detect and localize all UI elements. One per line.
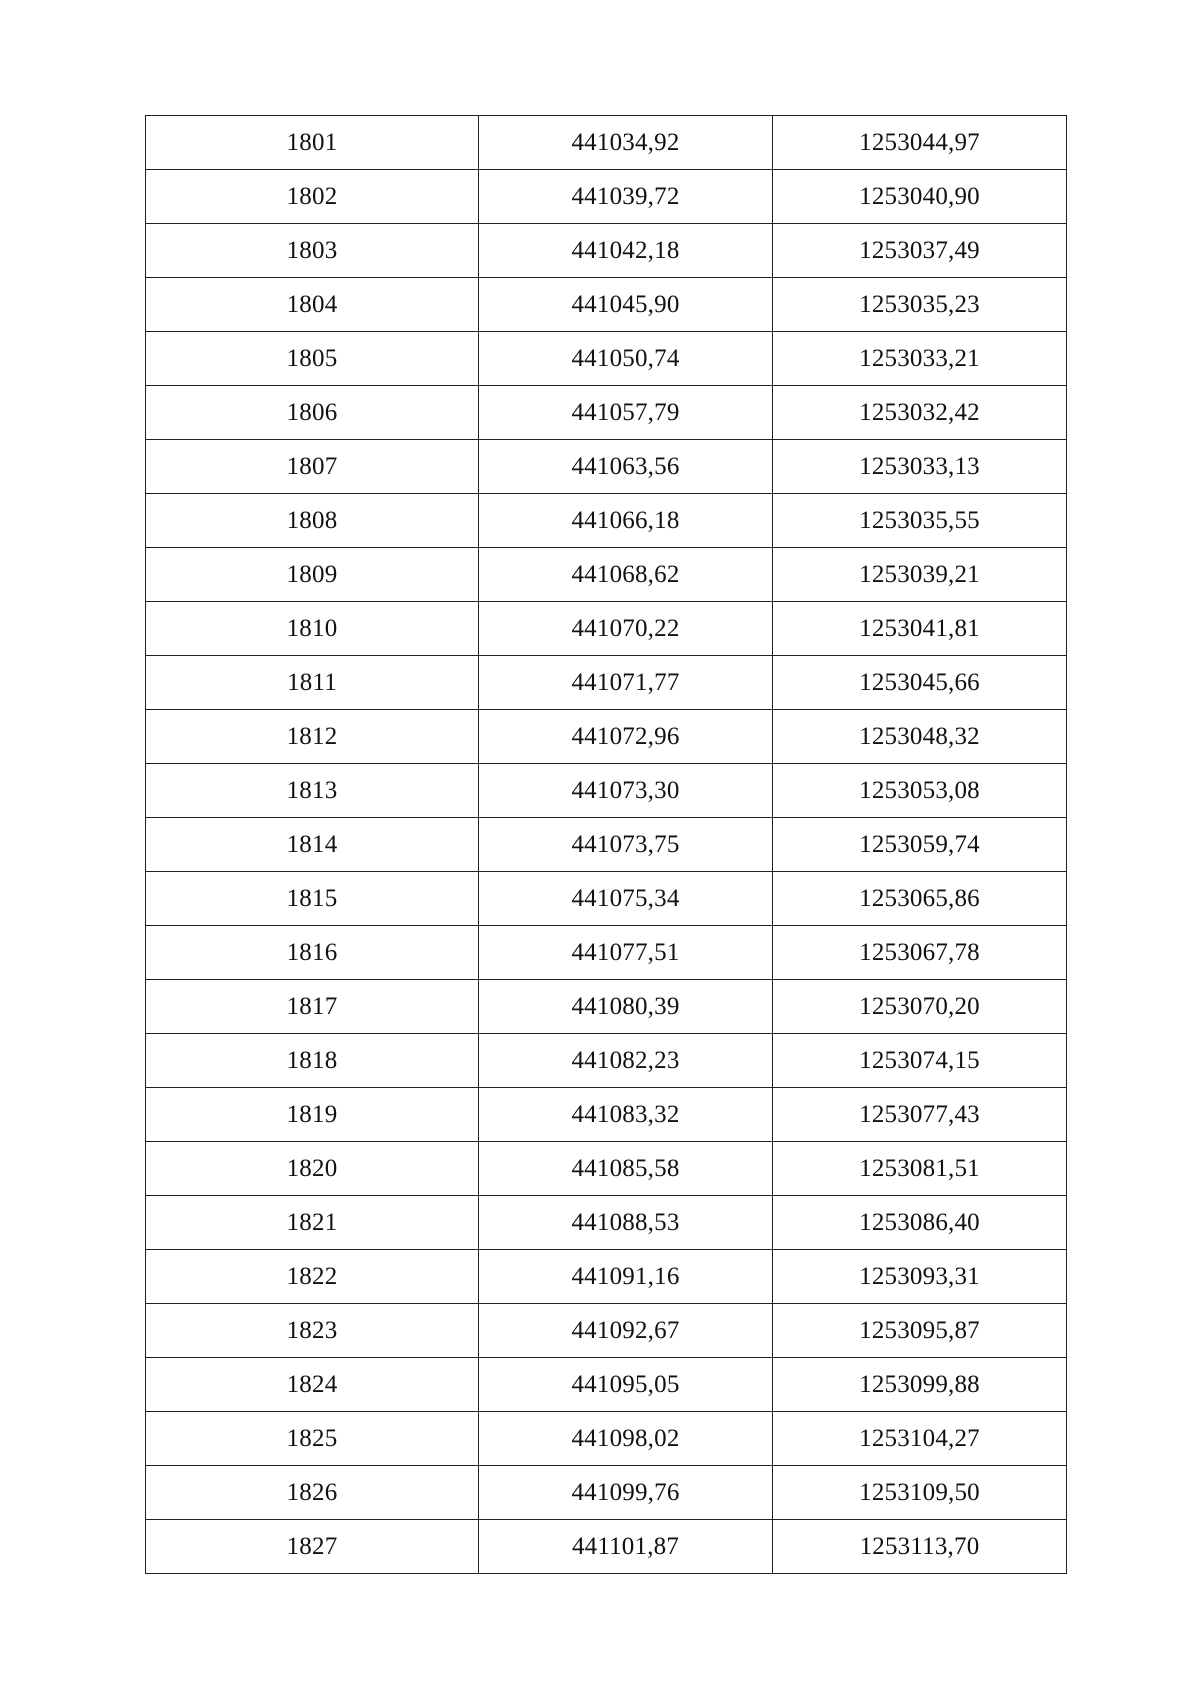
table-row <box>146 1412 1067 1466</box>
x-coordinate-cell: 441072,96 <box>479 710 773 764</box>
point-number-cell: 1824 <box>146 1358 479 1412</box>
point-number-cell: 1808 <box>146 494 479 548</box>
y-coordinate-cell: 1253039,21 <box>773 548 1067 602</box>
point-number-cell: 1823 <box>146 1304 479 1358</box>
x-coordinate-cell: 441073,30 <box>479 764 773 818</box>
y-coordinate-cell: 1253093,31 <box>773 1250 1067 1304</box>
table-row <box>146 332 1067 386</box>
y-coordinate-cell: 1253074,15 <box>773 1034 1067 1088</box>
point-number-cell: 1815 <box>146 872 479 926</box>
y-coordinate-cell: 1253059,74 <box>773 818 1067 872</box>
x-coordinate-cell: 441101,87 <box>479 1520 773 1574</box>
y-coordinate-cell: 1253053,08 <box>773 764 1067 818</box>
table-row <box>146 980 1067 1034</box>
y-coordinate-cell: 1253104,27 <box>773 1412 1067 1466</box>
point-number-cell: 1827 <box>146 1520 479 1574</box>
point-number-cell: 1819 <box>146 1088 479 1142</box>
table-row <box>146 548 1067 602</box>
y-coordinate-cell: 1253070,20 <box>773 980 1067 1034</box>
table-row <box>146 1358 1067 1412</box>
point-number-cell: 1821 <box>146 1196 479 1250</box>
x-coordinate-cell: 441083,32 <box>479 1088 773 1142</box>
y-coordinate-cell: 1253041,81 <box>773 602 1067 656</box>
x-coordinate-cell: 441050,74 <box>479 332 773 386</box>
y-coordinate-cell: 1253044,97 <box>773 116 1067 170</box>
table-row <box>146 170 1067 224</box>
y-coordinate-cell: 1253109,50 <box>773 1466 1067 1520</box>
y-coordinate-cell: 1253081,51 <box>773 1142 1067 1196</box>
point-number-cell: 1825 <box>146 1412 479 1466</box>
table-row <box>146 710 1067 764</box>
x-coordinate-cell: 441099,76 <box>479 1466 773 1520</box>
point-number-cell: 1809 <box>146 548 479 602</box>
point-number-cell: 1813 <box>146 764 479 818</box>
y-coordinate-cell: 1253048,32 <box>773 710 1067 764</box>
y-coordinate-cell: 1253045,66 <box>773 656 1067 710</box>
y-coordinate-cell: 1253040,90 <box>773 170 1067 224</box>
point-number-cell: 1805 <box>146 332 479 386</box>
x-coordinate-cell: 441034,92 <box>479 116 773 170</box>
x-coordinate-cell: 441077,51 <box>479 926 773 980</box>
point-number-cell: 1812 <box>146 710 479 764</box>
table-row <box>146 1304 1067 1358</box>
point-number-cell: 1801 <box>146 116 479 170</box>
x-coordinate-cell: 441095,05 <box>479 1358 773 1412</box>
point-number-cell: 1803 <box>146 224 479 278</box>
point-number-cell: 1804 <box>146 278 479 332</box>
x-coordinate-cell: 441085,58 <box>479 1142 773 1196</box>
y-coordinate-cell: 1253065,86 <box>773 872 1067 926</box>
y-coordinate-cell: 1253033,13 <box>773 440 1067 494</box>
table-row <box>146 494 1067 548</box>
x-coordinate-cell: 441063,56 <box>479 440 773 494</box>
point-number-cell: 1822 <box>146 1250 479 1304</box>
y-coordinate-cell: 1253035,23 <box>773 278 1067 332</box>
x-coordinate-cell: 441045,90 <box>479 278 773 332</box>
table-row <box>146 1250 1067 1304</box>
coordinates-table-body <box>146 116 1067 1574</box>
y-coordinate-cell: 1253095,87 <box>773 1304 1067 1358</box>
point-number-cell: 1811 <box>146 656 479 710</box>
table-row <box>146 926 1067 980</box>
x-coordinate-cell: 441080,39 <box>479 980 773 1034</box>
x-coordinate-cell: 441068,62 <box>479 548 773 602</box>
table-row <box>146 386 1067 440</box>
x-coordinate-cell: 441092,67 <box>479 1304 773 1358</box>
table-row <box>146 656 1067 710</box>
table-row <box>146 224 1067 278</box>
table-row <box>146 440 1067 494</box>
x-coordinate-cell: 441057,79 <box>479 386 773 440</box>
table-row <box>146 1142 1067 1196</box>
table-row <box>146 872 1067 926</box>
y-coordinate-cell: 1253032,42 <box>773 386 1067 440</box>
y-coordinate-cell: 1253067,78 <box>773 926 1067 980</box>
table-row <box>146 116 1067 170</box>
table-row <box>146 1466 1067 1520</box>
y-coordinate-cell: 1253077,43 <box>773 1088 1067 1142</box>
point-number-cell: 1810 <box>146 602 479 656</box>
point-number-cell: 1826 <box>146 1466 479 1520</box>
table-row <box>146 278 1067 332</box>
x-coordinate-cell: 441075,34 <box>479 872 773 926</box>
y-coordinate-cell: 1253035,55 <box>773 494 1067 548</box>
x-coordinate-cell: 441082,23 <box>479 1034 773 1088</box>
table-row <box>146 764 1067 818</box>
coordinates-table <box>145 115 1067 1574</box>
point-number-cell: 1814 <box>146 818 479 872</box>
table-row <box>146 602 1067 656</box>
x-coordinate-cell: 441042,18 <box>479 224 773 278</box>
table-row <box>146 818 1067 872</box>
table-row <box>146 1088 1067 1142</box>
x-coordinate-cell: 441070,22 <box>479 602 773 656</box>
y-coordinate-cell: 1253113,70 <box>773 1520 1067 1574</box>
table-row <box>146 1034 1067 1088</box>
point-number-cell: 1818 <box>146 1034 479 1088</box>
x-coordinate-cell: 441066,18 <box>479 494 773 548</box>
x-coordinate-cell: 441071,77 <box>479 656 773 710</box>
point-number-cell: 1817 <box>146 980 479 1034</box>
table-row <box>146 1196 1067 1250</box>
x-coordinate-cell: 441091,16 <box>479 1250 773 1304</box>
x-coordinate-cell: 441098,02 <box>479 1412 773 1466</box>
point-number-cell: 1806 <box>146 386 479 440</box>
y-coordinate-cell: 1253099,88 <box>773 1358 1067 1412</box>
y-coordinate-cell: 1253033,21 <box>773 332 1067 386</box>
table-row <box>146 1520 1067 1574</box>
point-number-cell: 1820 <box>146 1142 479 1196</box>
y-coordinate-cell: 1253037,49 <box>773 224 1067 278</box>
point-number-cell: 1807 <box>146 440 479 494</box>
point-number-cell: 1816 <box>146 926 479 980</box>
y-coordinate-cell: 1253086,40 <box>773 1196 1067 1250</box>
x-coordinate-cell: 441039,72 <box>479 170 773 224</box>
x-coordinate-cell: 441073,75 <box>479 818 773 872</box>
x-coordinate-cell: 441088,53 <box>479 1196 773 1250</box>
point-number-cell: 1802 <box>146 170 479 224</box>
